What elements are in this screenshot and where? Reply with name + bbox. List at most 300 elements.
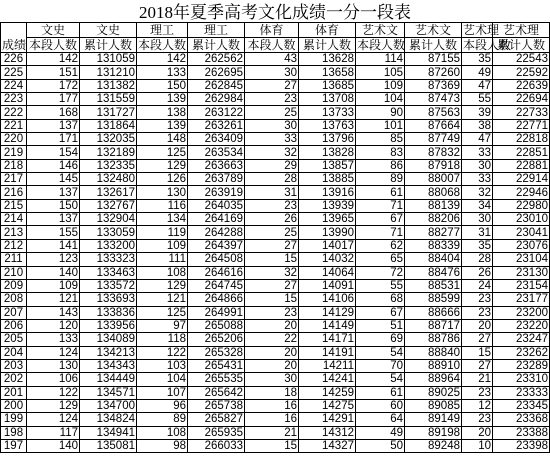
count-cell: 104: [356, 93, 405, 106]
count-cell: 87918: [405, 159, 462, 172]
count-cell: 137: [27, 186, 80, 199]
count-cell: 131382: [80, 79, 137, 92]
count-cell: 13857: [299, 159, 356, 172]
count-cell: 265431: [188, 359, 245, 372]
count-cell: 88206: [405, 213, 462, 226]
count-cell: 131864: [80, 119, 137, 132]
count-cell: 131059: [80, 53, 137, 66]
count-cell: 133956: [80, 319, 137, 332]
score-cell: 206: [1, 319, 27, 332]
score-cell: 204: [1, 346, 27, 359]
count-cell: 265827: [188, 413, 245, 426]
group-header: 理工: [137, 23, 188, 38]
count-cell: 15: [245, 253, 299, 266]
count-cell: 32: [462, 186, 493, 199]
score-cell: 220: [1, 133, 27, 146]
count-cell: 10: [462, 439, 493, 452]
score-cell: 201: [1, 386, 27, 399]
count-cell: 264616: [188, 266, 245, 279]
score-cell: 200: [1, 399, 27, 412]
count-cell: 109: [137, 239, 188, 252]
count-cell: 88910: [405, 359, 462, 372]
table-row: [1, 133, 550, 146]
count-cell: 125: [137, 306, 188, 319]
count-cell: 132189: [80, 146, 137, 159]
count-cell: 61: [356, 386, 405, 399]
count-cell: 134213: [80, 346, 137, 359]
count-cell: 145: [27, 173, 80, 186]
count-cell: 134941: [80, 426, 137, 439]
count-cell: 49: [462, 66, 493, 79]
count-cell: 13628: [299, 53, 356, 66]
count-cell: 20: [462, 426, 493, 439]
count-cell: 140: [27, 439, 80, 452]
count-cell: 89: [137, 413, 188, 426]
score-cell: 210: [1, 266, 27, 279]
count-cell: 13990: [299, 226, 356, 239]
count-cell: 133572: [80, 279, 137, 292]
count-cell: 64: [356, 413, 405, 426]
count-cell: 148: [137, 133, 188, 146]
table-row: [1, 93, 550, 106]
count-cell: 51: [356, 319, 405, 332]
count-cell: 61: [356, 186, 405, 199]
group-header: 艺术理: [463, 23, 500, 37]
score-cell: 203: [1, 359, 27, 372]
count-cell: 265535: [188, 373, 245, 386]
table-row: [1, 439, 550, 452]
count-cell: 87155: [405, 53, 462, 66]
table-row: [1, 226, 550, 239]
count-cell: 20: [245, 319, 299, 332]
count-cell: 134571: [80, 386, 137, 399]
count-cell: 16: [245, 399, 299, 412]
group-header: 文史: [80, 23, 137, 38]
count-cell: 22771: [493, 119, 550, 132]
count-cell: 55: [462, 93, 493, 106]
count-cell: 133: [137, 66, 188, 79]
count-cell: 154: [27, 146, 80, 159]
count-cell: 142: [137, 53, 188, 66]
count-cell: 71: [356, 226, 405, 239]
group-header: 体育: [245, 23, 299, 38]
count-cell: 16: [245, 413, 299, 426]
count-cell: 29: [245, 159, 299, 172]
count-cell: 14171: [299, 333, 356, 346]
count-cell: 263663: [188, 159, 245, 172]
score-cell: 217: [1, 173, 27, 186]
count-cell: 108: [137, 266, 188, 279]
count-cell: 125: [137, 146, 188, 159]
count-cell: 138: [137, 106, 188, 119]
table-row: [1, 399, 550, 412]
count-cell: 132904: [80, 213, 137, 226]
count-cell: 172: [27, 79, 80, 92]
count-cell: 88339: [405, 239, 462, 252]
count-cell: 116: [137, 199, 188, 212]
count-cell: 13939: [299, 199, 356, 212]
count-cell: 90: [356, 106, 405, 119]
count-cell: 131210: [80, 66, 137, 79]
count-cell: 98: [137, 439, 188, 452]
count-cell: 14191: [299, 346, 356, 359]
count-cell: 23104: [493, 253, 550, 266]
count-cell: 22543: [493, 53, 550, 66]
count-cell: 23247: [493, 333, 550, 346]
count-cell: 23368: [493, 413, 550, 426]
table-row: [1, 293, 550, 306]
count-cell: 49: [356, 426, 405, 439]
count-cell: 20: [245, 359, 299, 372]
count-cell: 23345: [493, 399, 550, 412]
count-cell: 141: [27, 239, 80, 252]
count-cell: 132480: [80, 173, 137, 186]
count-cell: 121: [137, 293, 188, 306]
count-cell: 14241: [299, 373, 356, 386]
count-cell: 118: [137, 333, 188, 346]
sub-header: 累计人数: [493, 38, 550, 53]
count-cell: 25: [245, 226, 299, 239]
count-cell: 30: [462, 213, 493, 226]
count-cell: 47: [462, 79, 493, 92]
group-header: 理工: [188, 23, 245, 38]
score-cell: 199: [1, 413, 27, 426]
count-cell: 24: [462, 279, 493, 292]
table-row: [1, 199, 550, 212]
count-cell: 14017: [299, 239, 356, 252]
count-cell: 265738: [188, 399, 245, 412]
table-row: [1, 253, 550, 266]
count-cell: 106: [27, 373, 80, 386]
count-cell: 88531: [405, 279, 462, 292]
table-row: [1, 386, 550, 399]
count-cell: 68: [356, 293, 405, 306]
table-row: [1, 333, 550, 346]
count-cell: 135081: [80, 439, 137, 452]
count-cell: 55: [356, 279, 405, 292]
score-cell: 216: [1, 186, 27, 199]
count-cell: 72: [356, 266, 405, 279]
count-cell: 137: [27, 119, 80, 132]
count-cell: 264169: [188, 213, 245, 226]
count-cell: 134449: [80, 373, 137, 386]
count-cell: 262695: [188, 66, 245, 79]
score-cell: 205: [1, 333, 27, 346]
count-cell: 22980: [493, 199, 550, 212]
count-cell: 129: [137, 279, 188, 292]
sub-header: 累计人数: [299, 38, 356, 53]
count-cell: 18: [245, 386, 299, 399]
count-cell: 132617: [80, 186, 137, 199]
count-cell: 87664: [405, 119, 462, 132]
count-cell: 263789: [188, 173, 245, 186]
score-cell: 223: [1, 93, 27, 106]
count-cell: 22592: [493, 66, 550, 79]
count-cell: 23: [462, 386, 493, 399]
count-cell: 23289: [493, 359, 550, 372]
count-cell: 155: [27, 226, 80, 239]
count-cell: 132767: [80, 199, 137, 212]
count-cell: 23310: [493, 373, 550, 386]
count-cell: 15: [245, 439, 299, 452]
count-cell: 22694: [493, 93, 550, 106]
sub-header: 本段人数: [245, 38, 299, 53]
count-cell: 87369: [405, 79, 462, 92]
count-cell: 12: [462, 399, 493, 412]
count-cell: 88599: [405, 293, 462, 306]
count-cell: 35: [462, 239, 493, 252]
count-cell: 14211: [299, 359, 356, 372]
count-cell: 20: [462, 319, 493, 332]
count-cell: 22946: [493, 186, 550, 199]
count-cell: 133463: [80, 266, 137, 279]
count-cell: 67: [356, 213, 405, 226]
table-body: [1, 53, 550, 453]
count-cell: 126: [137, 173, 188, 186]
count-cell: 122: [27, 386, 80, 399]
score-cell: 218: [1, 159, 27, 172]
count-cell: 13658: [299, 66, 356, 79]
count-cell: 87473: [405, 93, 462, 106]
count-cell: 134700: [80, 399, 137, 412]
table-row: [1, 119, 550, 132]
count-cell: 109: [356, 79, 405, 92]
count-cell: 88068: [405, 186, 462, 199]
count-cell: 71: [356, 199, 405, 212]
count-cell: 13965: [299, 213, 356, 226]
count-cell: 114: [356, 53, 405, 66]
count-cell: 50: [356, 439, 405, 452]
count-cell: 15: [462, 346, 493, 359]
count-cell: 35: [462, 53, 493, 66]
table-row: [1, 266, 550, 279]
count-cell: 85: [356, 133, 405, 146]
count-cell: 177: [27, 93, 80, 106]
count-cell: 23: [462, 413, 493, 426]
count-cell: 38: [462, 119, 493, 132]
count-cell: 22851: [493, 146, 550, 159]
count-cell: 34: [462, 199, 493, 212]
count-cell: 105: [356, 66, 405, 79]
score-cell: 221: [1, 119, 27, 132]
count-cell: 88666: [405, 306, 462, 319]
table-row: [1, 173, 550, 186]
count-cell: 89198: [405, 426, 462, 439]
score-column-header: 成绩: [1, 23, 27, 53]
count-cell: 87260: [405, 66, 462, 79]
count-cell: 23177: [493, 293, 550, 306]
count-cell: 13708: [299, 93, 356, 106]
group-header: 文史: [27, 23, 80, 38]
score-cell: 215: [1, 199, 27, 212]
score-cell: 202: [1, 373, 27, 386]
count-cell: 23154: [493, 279, 550, 292]
count-cell: 23220: [493, 319, 550, 332]
count-cell: 14064: [299, 266, 356, 279]
table-row: [1, 159, 550, 172]
count-cell: 139: [137, 119, 188, 132]
count-cell: 26: [462, 266, 493, 279]
score-cell: 219: [1, 146, 27, 159]
count-cell: 109: [27, 279, 80, 292]
count-cell: 21: [462, 373, 493, 386]
count-cell: 133323: [80, 253, 137, 266]
count-cell: 14259: [299, 386, 356, 399]
count-cell: 131559: [80, 93, 137, 106]
count-cell: 27: [245, 279, 299, 292]
count-cell: 264035: [188, 199, 245, 212]
count-cell: 13828: [299, 146, 356, 159]
count-cell: 140: [27, 266, 80, 279]
count-cell: 265328: [188, 346, 245, 359]
count-cell: 107: [137, 386, 188, 399]
count-cell: 39: [462, 106, 493, 119]
sub-header: 累计人数: [80, 38, 137, 53]
count-cell: 120: [27, 319, 80, 332]
count-cell: 150: [27, 199, 80, 212]
count-cell: 54: [356, 346, 405, 359]
count-cell: 23: [462, 293, 493, 306]
count-cell: 60: [356, 399, 405, 412]
count-cell: 264288: [188, 226, 245, 239]
count-cell: 69: [356, 333, 405, 346]
count-cell: 13763: [299, 119, 356, 132]
count-cell: 133: [27, 333, 80, 346]
sub-header: 本段人数: [463, 38, 512, 52]
group-header: 艺术文: [356, 23, 405, 38]
count-cell: 88717: [405, 319, 462, 332]
count-cell: 146: [27, 159, 80, 172]
score-cell: 208: [1, 293, 27, 306]
count-cell: 23: [245, 199, 299, 212]
count-cell: 33: [462, 146, 493, 159]
table-row: [1, 319, 550, 332]
table-row: [1, 79, 550, 92]
count-cell: 32: [245, 266, 299, 279]
table-row: [1, 239, 550, 252]
count-cell: 124: [27, 413, 80, 426]
count-cell: 23388: [493, 426, 550, 439]
count-cell: 25: [245, 106, 299, 119]
count-cell: 13733: [299, 106, 356, 119]
count-cell: 142: [27, 53, 80, 66]
count-cell: 103: [137, 359, 188, 372]
count-cell: 132335: [80, 159, 137, 172]
sub-header: 本段人数: [138, 38, 187, 52]
count-cell: 13685: [299, 79, 356, 92]
count-cell: 264991: [188, 306, 245, 319]
count-cell: 263122: [188, 106, 245, 119]
count-cell: 263919: [188, 186, 245, 199]
table-row: [1, 373, 550, 386]
count-cell: 43: [245, 53, 299, 66]
score-cell: 207: [1, 306, 27, 319]
count-cell: 131727: [80, 106, 137, 119]
count-cell: 14327: [299, 439, 356, 452]
count-cell: 15: [245, 293, 299, 306]
count-cell: 89: [356, 173, 405, 186]
count-cell: 89149: [405, 413, 462, 426]
table-row: [1, 346, 550, 359]
count-cell: 13916: [299, 186, 356, 199]
count-cell: 27: [462, 333, 493, 346]
count-cell: 13796: [299, 133, 356, 146]
count-cell: 88786: [405, 333, 462, 346]
page-title: 2018年夏季高考文化成绩一分一段表: [139, 3, 411, 22]
header-group-row: [1, 23, 550, 38]
count-cell: 70: [356, 359, 405, 372]
count-cell: 88404: [405, 253, 462, 266]
count-cell: 263409: [188, 133, 245, 146]
score-distribution-table: [0, 22, 550, 453]
count-cell: 111: [137, 253, 188, 266]
score-cell: 209: [1, 279, 27, 292]
count-cell: 14291: [299, 413, 356, 426]
count-cell: 89248: [405, 439, 462, 452]
count-cell: 132035: [80, 133, 137, 146]
count-cell: 62: [356, 239, 405, 252]
count-cell: 27: [245, 239, 299, 252]
count-cell: 108: [137, 426, 188, 439]
count-cell: 89085: [405, 399, 462, 412]
count-cell: 20: [245, 346, 299, 359]
count-cell: 129: [137, 159, 188, 172]
score-cell: 197: [1, 439, 27, 452]
count-cell: 266033: [188, 439, 245, 452]
count-cell: 26: [245, 213, 299, 226]
count-cell: 133693: [80, 293, 137, 306]
count-cell: 31: [245, 186, 299, 199]
count-cell: 54: [356, 373, 405, 386]
count-cell: 264866: [188, 293, 245, 306]
score-cell: 212: [1, 239, 27, 252]
count-cell: 88139: [405, 199, 462, 212]
count-cell: 134824: [80, 413, 137, 426]
count-cell: 123: [27, 253, 80, 266]
table-row: [1, 413, 550, 426]
count-cell: 88277: [405, 226, 462, 239]
count-cell: 129: [27, 399, 80, 412]
count-cell: 23: [462, 306, 493, 319]
count-cell: 28: [462, 253, 493, 266]
count-cell: 264745: [188, 279, 245, 292]
count-cell: 121: [27, 293, 80, 306]
count-cell: 263534: [188, 146, 245, 159]
score-cell: 224: [1, 79, 27, 92]
table-row: [1, 106, 550, 119]
count-cell: 23130: [493, 266, 550, 279]
table-row: [1, 213, 550, 226]
count-cell: 265642: [188, 386, 245, 399]
score-cell: 213: [1, 226, 27, 239]
count-cell: 27: [245, 79, 299, 92]
count-cell: 23041: [493, 226, 550, 239]
count-cell: 65: [356, 253, 405, 266]
count-cell: 263261: [188, 119, 245, 132]
table-row: [1, 66, 550, 79]
count-cell: 28: [245, 173, 299, 186]
table-row: [1, 279, 550, 292]
count-cell: 22639: [493, 79, 550, 92]
count-cell: 23076: [493, 239, 550, 252]
count-cell: 22: [245, 333, 299, 346]
count-cell: 264397: [188, 239, 245, 252]
count-cell: 124: [27, 346, 80, 359]
count-cell: 133836: [80, 306, 137, 319]
count-cell: 171: [27, 133, 80, 146]
table-row: [1, 186, 550, 199]
count-cell: 23200: [493, 306, 550, 319]
